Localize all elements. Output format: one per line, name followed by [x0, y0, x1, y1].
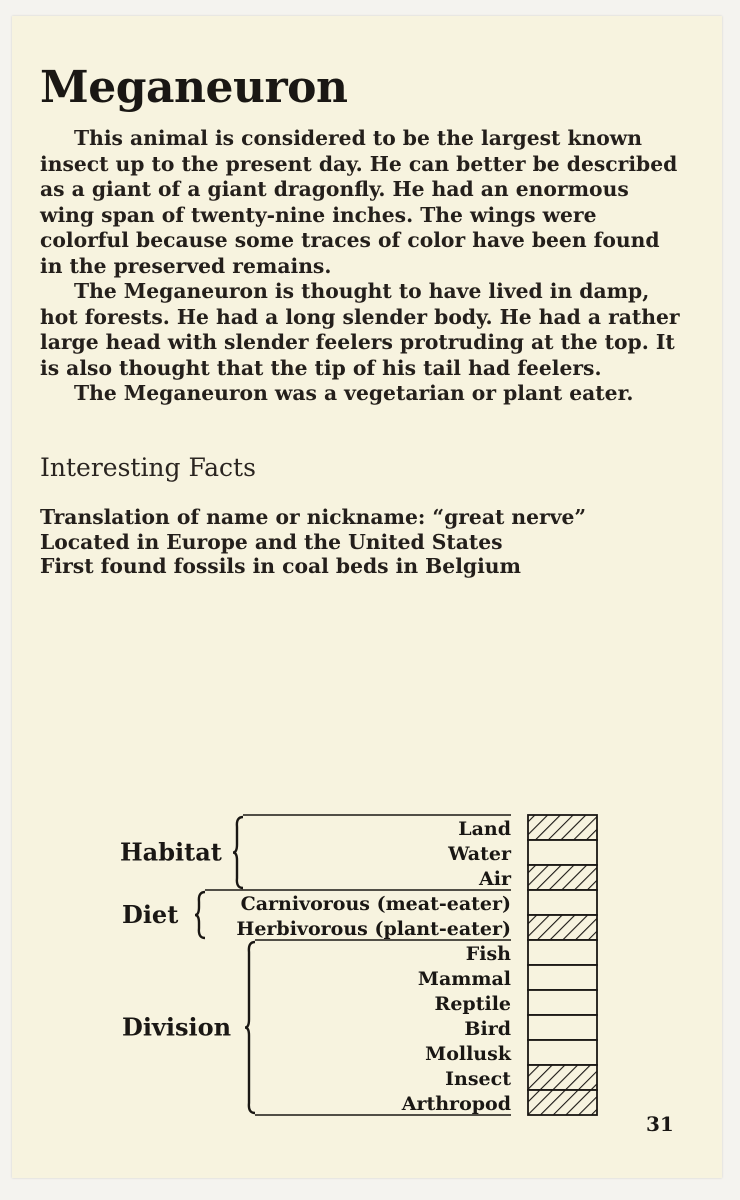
row-label-herbivorous-plant-eater: Herbivorous (plant-eater)	[236, 918, 511, 940]
row-label-carnivorous-meat-eater: Carnivorous (meat-eater)	[240, 893, 511, 915]
row-label-reptile: Reptile	[434, 993, 511, 1015]
row-label-fish: Fish	[465, 943, 511, 965]
checkbox-arthropod	[528, 1090, 597, 1115]
page-number: 31	[646, 1112, 674, 1136]
group-label-diet: Diet	[122, 900, 179, 929]
checkbox-land	[528, 815, 597, 840]
checkbox-carnivorous-meat-eater	[528, 890, 597, 915]
checkbox-air	[528, 865, 597, 890]
row-label-bird: Bird	[464, 1018, 511, 1040]
row-label-land: Land	[458, 818, 511, 840]
fact-item: First found fossils in coal beds in Belgium	[40, 554, 521, 578]
facts-heading: Interesting Facts	[40, 453, 256, 482]
brace-habitat	[233, 817, 243, 888]
brace-diet	[195, 892, 205, 938]
brace-division	[245, 942, 255, 1113]
checkbox-water	[528, 840, 597, 865]
group-label-division: Division	[122, 1012, 232, 1042]
group-label-habitat: Habitat	[120, 837, 222, 867]
checkbox-reptile	[528, 990, 597, 1015]
fact-item: Translation of name or nickname: “great nerve”	[40, 505, 587, 529]
row-label-mollusk: Mollusk	[425, 1043, 511, 1065]
checkbox-fish	[528, 940, 597, 965]
row-label-mammal: Mammal	[417, 968, 511, 990]
paragraph-1: This animal is considered to be the largest known insect up to the present day. He can better be described as a giant of a giant dragonfly. He had an enormous wing span of twenty-nine inches. The wings were colorful because some traces of color have been found in the preserved remains.	[40, 126, 678, 278]
checkbox-mammal	[528, 965, 597, 990]
checkbox-bird	[528, 1015, 597, 1040]
paragraph-2: The Meganeuron is thought to have lived in damp, hot forests. He had a long slender body. He had a rather large head with slender feelers protruding at the top. It is also thought that the tip of his tail had feelers.	[40, 279, 680, 380]
checkbox-herbivorous-plant-eater	[528, 915, 597, 940]
row-label-water: Water	[448, 843, 511, 865]
checkbox-insect	[528, 1065, 597, 1090]
paragraph-3: The Meganeuron was a vegetarian or plant eater.	[74, 381, 634, 405]
row-label-arthropod: Arthropod	[401, 1093, 511, 1115]
row-label-insect: Insect	[445, 1068, 511, 1090]
page-title: Meganeuron	[40, 62, 348, 113]
row-label-air: Air	[479, 868, 511, 890]
fact-item: Located in Europe and the United States	[40, 529, 503, 554]
checkbox-mollusk	[528, 1040, 597, 1065]
